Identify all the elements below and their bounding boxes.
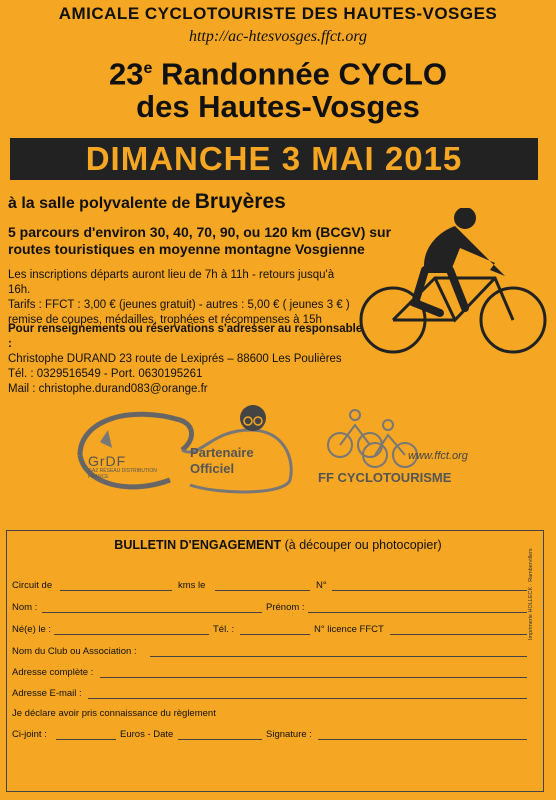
euros-date-label: Euros - Date <box>120 729 174 740</box>
form-title-rest: (à découper ou photocopier) <box>281 538 442 552</box>
tel-label: Tél. : <box>213 624 235 635</box>
ffct-name: FF CYCLOTOURISME <box>318 470 452 485</box>
info-line: Les inscriptions départs auront lieu de 7h à 11h - retours jusqu'à 16h. <box>8 269 335 296</box>
event-date-band: DIMANCHE 3 MAI 2015 <box>10 138 538 180</box>
number-label: N° <box>316 580 327 591</box>
contact-heading: Pour renseignements ou réservations s'adresser au responsable : <box>8 323 363 350</box>
partner-label <box>190 445 254 477</box>
org-name: AMICALE CYCLOTOURISTE DES HAUTES-VOSGES <box>58 4 498 23</box>
partner-line: Officiel <box>190 461 235 476</box>
club-label: Nom du Club ou Association : <box>12 646 137 657</box>
circuit-field[interactable] <box>60 590 172 591</box>
title-sup: e <box>143 60 153 77</box>
number-field[interactable] <box>332 590 527 591</box>
cijoint-field[interactable] <box>56 739 116 740</box>
cijoint-label: Ci-joint : <box>12 729 47 740</box>
kms-label: kms le <box>178 580 206 591</box>
venue-town: Bruyères <box>194 190 286 213</box>
prenom-field[interactable] <box>308 612 527 613</box>
address-field[interactable] <box>100 677 527 678</box>
signature-field[interactable] <box>318 739 527 740</box>
date-field[interactable] <box>215 590 310 591</box>
event-title-line1 <box>0 52 556 91</box>
tel-field[interactable] <box>240 634 310 635</box>
birthdate-field[interactable] <box>54 634 209 635</box>
licence-label: N° licence FFCT <box>314 624 384 635</box>
contact-line: Christophe DURAND 23 route de Lexiprés – 88600 Les Poulières <box>8 353 342 365</box>
title-rest: Randonnée CYCLO <box>152 56 447 92</box>
birthdate-label: Né(e) le : <box>12 624 52 635</box>
info-line: Tarifs : FFCT : 3,00 € (jeunes gratuit) - autres : 5,00 € ( jeunes 3 € ) <box>8 299 350 311</box>
grdf-logo-text: GrDF <box>88 453 127 469</box>
contact-block <box>8 322 368 397</box>
partner-line: Partenaire <box>190 445 254 460</box>
email-field[interactable] <box>88 698 527 699</box>
printer-credit: Imprimerie HOLLECK · Rambervillers <box>528 548 534 640</box>
circuit-label: Circuit de <box>12 580 53 591</box>
info-line: remise de coupes, médailles, trophées et récompenses à 15h <box>8 314 322 326</box>
registration-form-box <box>6 530 544 792</box>
nom-label: Nom : <box>12 602 38 613</box>
venue <box>8 190 286 214</box>
info-block <box>8 268 358 328</box>
event-title-line2: des Hautes-Vosges <box>136 89 420 124</box>
address-label: Adresse complète : <box>12 667 94 678</box>
club-field[interactable] <box>150 656 527 657</box>
title-number: 23 <box>109 56 144 92</box>
contact-line: Tél. : 0329516549 - Port. 0630195261 <box>8 368 203 380</box>
email-label: Adresse E-mail : <box>12 688 82 699</box>
ffct-url: www.ffct.org <box>408 450 468 462</box>
nom-field[interactable] <box>42 612 262 613</box>
signature-label: Signature : <box>266 729 312 740</box>
euros-date-field[interactable] <box>178 739 262 740</box>
website-url: http://ac-htesvosges.ffct.org <box>188 28 368 45</box>
form-title <box>0 538 556 552</box>
declaration-text: Je déclare avoir pris connaissance du règlement <box>12 708 216 719</box>
routes-description: 5 parcours d'environ 30, 40, 70, 90, ou 120 km (BCGV) sur routes touristiques en moyenne montagne Vosgienne <box>8 224 392 257</box>
form-title-bold: BULLETIN D'ENGAGEMENT <box>114 538 282 552</box>
prenom-label: Prénom : <box>266 602 305 613</box>
contact-line: Mail : christophe.durand083@orange.fr <box>8 383 208 395</box>
cyclist-illustration <box>355 208 550 358</box>
licence-field[interactable] <box>390 634 527 635</box>
grdf-subtitle: GAZ RÉSEAU DISTRIBUTION FRANCE <box>88 468 157 480</box>
venue-prefix: à la salle polyvalente de <box>8 195 195 212</box>
